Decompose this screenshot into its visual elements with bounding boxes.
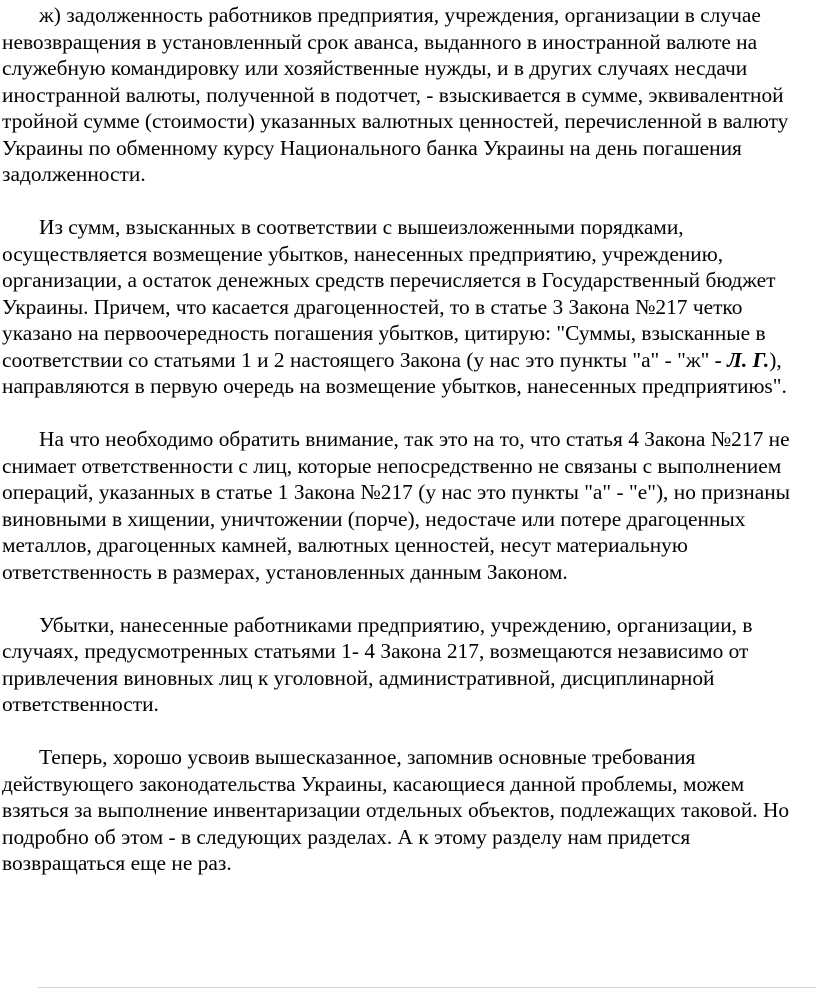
paragraph-1: ж) задолженность работников предприятия, учреждения, организации в случае невозвращения в установленный срок аванса, выданного в иностранной валюте на служебную командировку или хозяйственные нужды, и в других случаях несдачи иностранной валюты, полученной в подотчет, - взыскивается в сумме, эквивалентной тройной сумме (стоимости) указанных валютных ценностей, перечисленной в валюту Украины по обменному курсу Национального банка Украины на день погашения задолженности. [2,3,789,186]
paragraph-5: Теперь, хорошо усвоив вышесказанное, запомнив основные требования действующего законодательства Украины, касающиеся данной проблемы, можем взяться за выполнение инвентаризации отдельных объектов, подлежащих таковой. Но подробно об этом - в следующих разделах. А к этому разделу нам придется возвращаться еще не раз. [2,745,790,875]
page-divider [38,987,816,988]
author-initials-emphasis: - Л. Г. [714,347,770,372]
paragraph-2-text-after: ), направляются в первую очередь на возмещение убытков, нанесенных предприятиюs". [2,347,787,398]
paragraph-4: Убытки, нанесенные работниками предприятию, учреждению, организации, в случаях, предусмотренных статьями 1- 4 Закона 217, возмещаются независимо от привлечения виновных лиц к уголовной, административной, дисциплинарной ответственности. [2,612,753,716]
paragraph-2-text-before: Из сумм, взысканных в соответствии с вышеизложенными порядками, осуществляется возмещение убытков, нанесенных предприятию, учреждению, организации, а остаток денежных средств перечисляется в Государственный бюджет Украины. Причем, что касается драгоценностей, то в статье 3 Закона №217 четко указано на первоочередность погашения убытков, цитирую: "Суммы, взысканные в соответствии со статьями 1 и 2 настоящего Закона (у нас это пункты "а" - "ж" [2,215,776,372]
document-body [2,0,814,903]
paragraph-2 [2,214,814,400]
paragraph-3: На что необходимо обратить внимание, так это на то, что статья 4 Закона №217 не снимает ответственности с лиц, которые непосредственно не связаны с выполнением операций, указанных в статье 1 Закона №217 (у нас это пункты "а" - "е"), но признаны виновными в хищении, уничтожении (порче), недостаче или потере драгоценных металлов, драгоценных камней, валютных ценностей, несут материальную ответственность в размерах, установленных данным Законом. [2,427,791,584]
